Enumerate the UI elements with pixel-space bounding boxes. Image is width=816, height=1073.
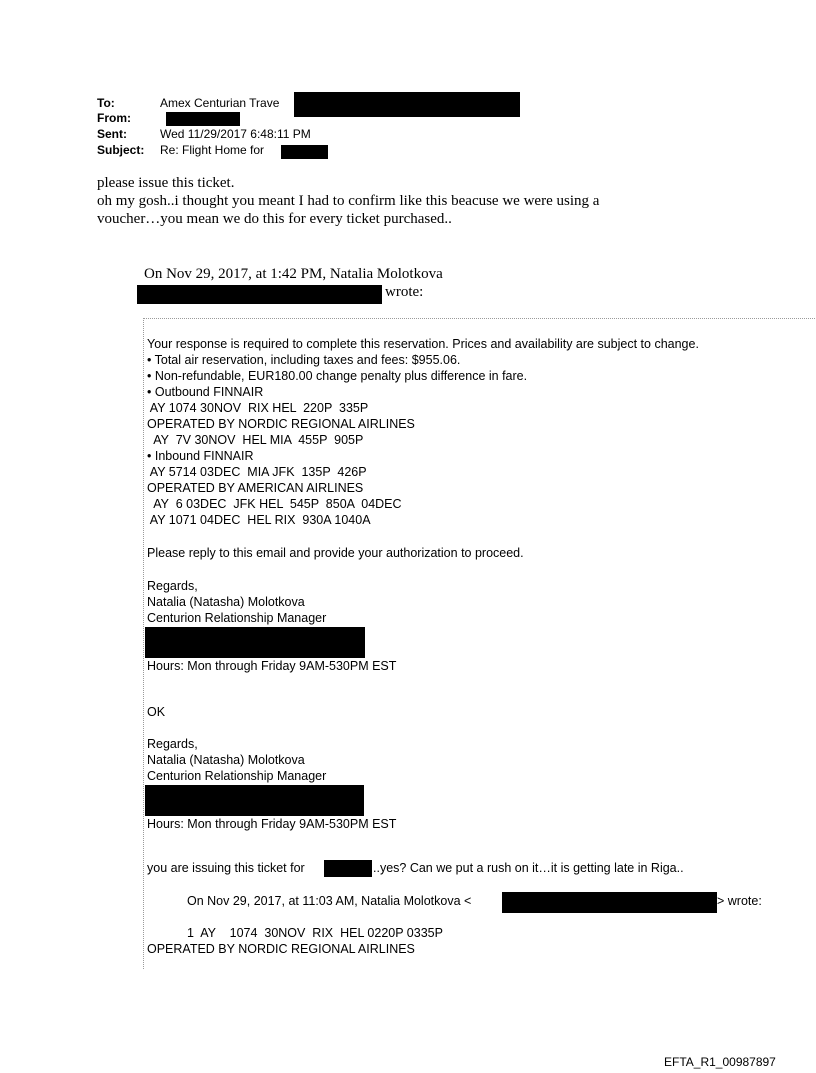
- signature-line: Centurion Relationship Manager: [147, 769, 327, 783]
- redaction-bar: [166, 112, 240, 126]
- quoted-flight-line: AY 1071 04DEC HEL RIX 930A 1040A: [147, 513, 371, 527]
- redaction-bar: [137, 285, 382, 304]
- quoted-line: • Non-refundable, EUR180.00 change penalty plus difference in fare.: [147, 369, 528, 383]
- redaction-bar: [294, 92, 520, 117]
- signature-line: Natalia (Natasha) Molotkova: [147, 753, 305, 767]
- sent-value: Wed 11/29/2017 6:48:11 PM: [160, 127, 311, 141]
- quoted-flight-line: AY 1074 30NOV RIX HEL 220P 335P: [147, 401, 369, 415]
- signature-line: Regards,: [147, 579, 198, 593]
- subject-value: Re: Flight Home for: [160, 143, 265, 157]
- subject-label: Subject:: [97, 143, 145, 157]
- reply-line: oh my gosh..i thought you meant I had to confirm like this beacuse we were using a: [97, 193, 600, 209]
- redaction-bar: [324, 860, 372, 877]
- reply-line: please issue this ticket.: [97, 175, 235, 191]
- redaction-bar: [145, 785, 364, 816]
- sent-label: Sent:: [97, 127, 127, 141]
- redaction-bar: [502, 892, 717, 913]
- issuing-text-end: ..yes? Can we put a rush on it…it is getting late in Riga..: [373, 861, 684, 875]
- to-label: To:: [97, 96, 115, 110]
- signature-line: Centurion Relationship Manager: [147, 611, 327, 625]
- redaction-bar: [145, 627, 365, 658]
- quoted-flight-line: AY 6 03DEC JFK HEL 545P 850A 04DEC: [147, 497, 402, 511]
- nested-flight-line: 1 AY 1074 30NOV RIX HEL 0220P 0335P: [187, 926, 443, 940]
- quoted-line: • Total air reservation, including taxes and fees: $955.06.: [147, 353, 461, 367]
- reply-line: voucher…you mean we do this for every ticket purchased..: [97, 211, 452, 227]
- hours-line: Hours: Mon through Friday 9AM-530PM EST: [147, 659, 397, 673]
- issuing-text-start: you are issuing this ticket for: [147, 861, 305, 875]
- redaction-bar: [281, 145, 328, 159]
- signature-line: Natalia (Natasha) Molotkova: [147, 595, 305, 609]
- nested-quote-wrote: > wrote:: [717, 894, 762, 908]
- quoted-flight-line: AY 5714 03DEC MIA JFK 135P 426P: [147, 465, 367, 479]
- nested-operated-line: OPERATED BY NORDIC REGIONAL AIRLINES: [147, 942, 415, 956]
- from-label: From:: [97, 111, 131, 125]
- nested-quote-intro: On Nov 29, 2017, at 11:03 AM, Natalia Molotkova <: [187, 894, 472, 908]
- quote-intro-line: On Nov 29, 2017, at 1:42 PM, Natalia Molotkova: [144, 266, 443, 282]
- to-value: Amex Centurian Trave: [160, 96, 280, 110]
- quoted-line: OPERATED BY NORDIC REGIONAL AIRLINES: [147, 417, 415, 431]
- quoted-line: OPERATED BY AMERICAN AIRLINES: [147, 481, 364, 495]
- quoted-line: • Outbound FINNAIR: [147, 385, 264, 399]
- quoted-line: • Inbound FINNAIR: [147, 449, 254, 463]
- quote-intro-wrote: wrote:: [385, 284, 424, 300]
- quoted-line: Your response is required to complete this reservation. Prices and availability are subject to change.: [147, 337, 699, 351]
- signature-line: Regards,: [147, 737, 198, 751]
- ok-line: OK: [147, 705, 166, 719]
- document-id: EFTA_R1_00987897: [664, 1055, 776, 1069]
- authorization-request: Please reply to this email and provide your authorization to proceed.: [147, 546, 524, 560]
- quoted-flight-line: AY 7V 30NOV HEL MIA 455P 905P: [147, 433, 364, 447]
- hours-line: Hours: Mon through Friday 9AM-530PM EST: [147, 817, 397, 831]
